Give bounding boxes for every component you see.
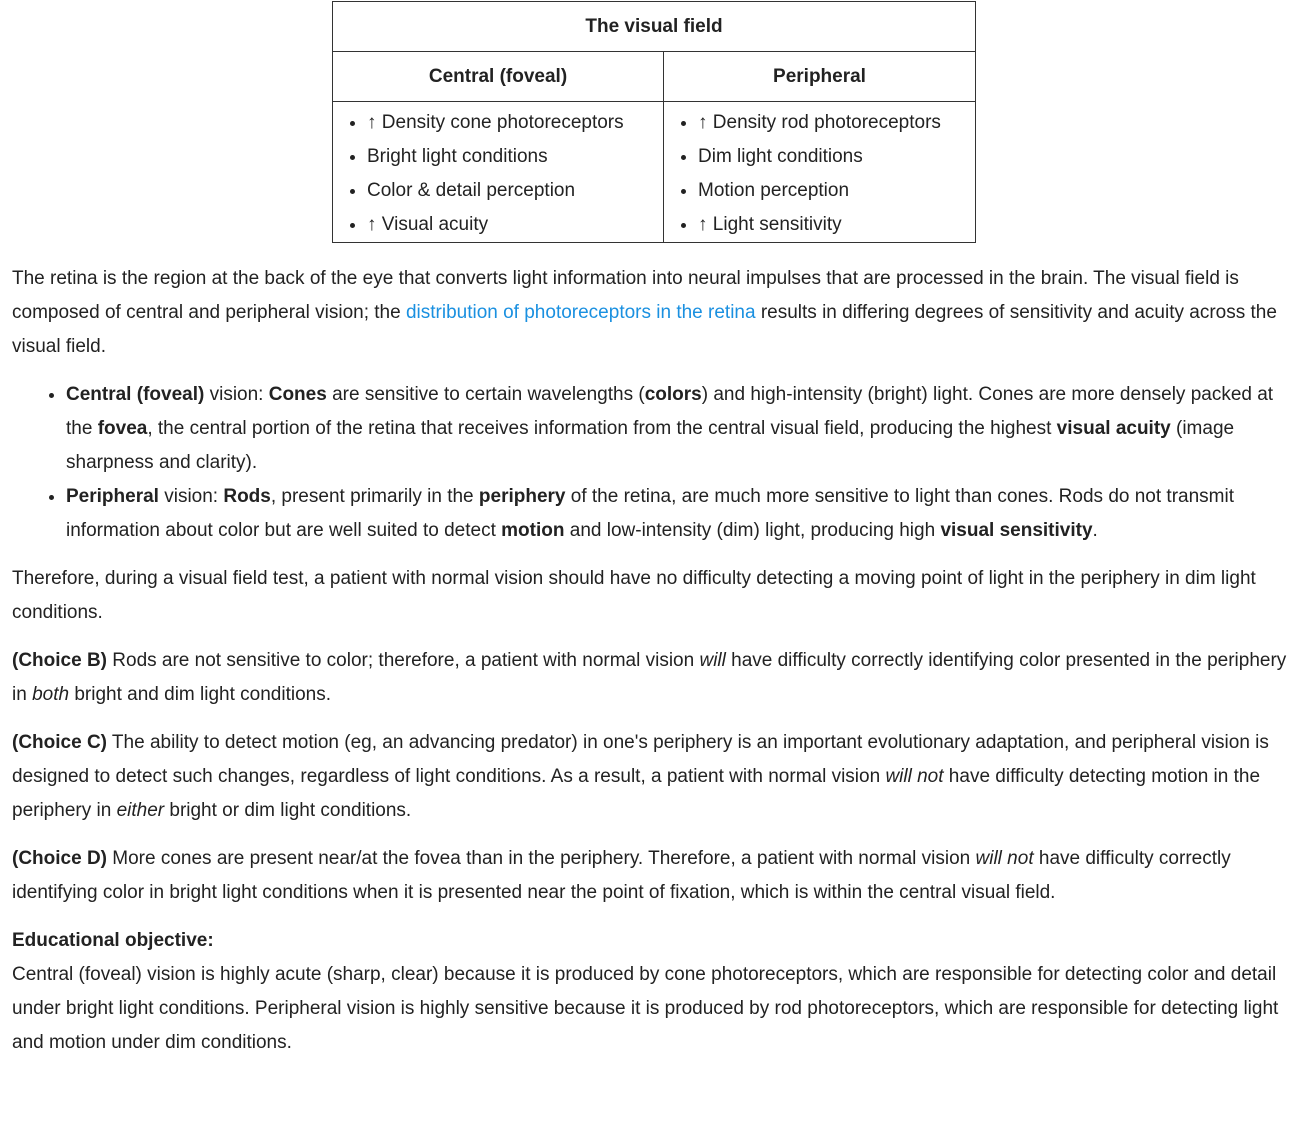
peripheral-cell — [664, 102, 976, 243]
explanation-body — [12, 262, 1288, 1074]
objective-text: Central (foveal) vision is highly acute (sharp, clear) because it is produced by cone photoreceptors, which are responsible for detecting color and detail under bright light conditions. Peripheral vision is highly sensitive because it is produced by rod photoreceptors, which are responsible for detecting light and motion under dim conditions. — [12, 964, 1279, 1053]
peripheral-vision-item: • Peripheral vision: Rods, present primarily in the periphery of the retina, are much more sensitive to light than cones. Rods do not transmit information about color but are well suited to detect motion and low-intensity (dim) light, producing high visual sensitivity. — [66, 480, 1288, 548]
choice-b-label: (Choice B) — [12, 650, 107, 671]
vision-bullets — [12, 378, 1288, 548]
peripheral-list — [664, 106, 975, 242]
intro-paragraph — [12, 262, 1288, 364]
intro-text: The retina is the region at the back of the eye that converts light information into neural impulses that are processed in the brain. The visual field is composed of central and peripheral vision; the — [12, 268, 1239, 323]
choice-c-paragraph: (Choice C) The ability to detect motion (eg, an advancing predator) in one's periphery is an important evolutionary adaptation, and peripheral vision is designed to detect such changes, regardless of light conditions. As a result, a patient with normal vision will not have difficulty detecting motion in the periphery in either bright or dim light conditions. — [12, 732, 1269, 821]
choice-b-paragraph: (Choice B) Rods are not sensitive to color; therefore, a patient with normal vision will have difficulty correctly identifying color presented in the periphery in both bright and dim light conditions. — [12, 650, 1287, 705]
intro-text-end: results in differing degrees of sensitivity and acuity across the visual field. — [12, 302, 1277, 357]
list-item: • Motion perception — [698, 174, 975, 208]
column-header-central: Central (foveal) — [333, 52, 664, 102]
list-item: • Bright light conditions — [367, 140, 663, 174]
central-cell — [333, 102, 664, 243]
photoreceptor-distribution-link[interactable]: distribution of photoreceptors in the retina — [405, 302, 756, 323]
therefore-paragraph: Therefore, during a visual field test, a patient with normal vision should have no difficulty detecting a moving point of light in the periphery in dim light conditions. — [12, 568, 1256, 623]
list-item: • ↑ Density cone photoreceptors — [367, 106, 663, 140]
column-header-peripheral: Peripheral — [664, 52, 976, 102]
central-vision-item: • Central (foveal) vision: Cones are sensitive to certain wavelengths (colors) and high-intensity (bright) light. Cones are more densely packed at the fovea, the central portion of the retina that receives information from the central visual field, producing the highest visual acuity (image sharpness and clarity). — [66, 378, 1288, 480]
list-item: • Dim light conditions — [698, 140, 975, 174]
choice-d-paragraph: (Choice D) More cones are present near/at the fovea than in the periphery. Therefore, a patient with normal vision will not have difficulty correctly identifying color in bright light conditions when it is presented near the point of fixation, which is within the central visual field. — [12, 848, 1231, 903]
choice-d-label: (Choice D) — [12, 848, 107, 869]
visual-field-table — [332, 1, 976, 243]
central-list — [333, 106, 663, 242]
list-item: • ↑ Density rod photoreceptors — [698, 106, 975, 140]
list-item: • ↑ Light sensitivity — [698, 208, 975, 242]
list-item: • Color & detail perception — [367, 174, 663, 208]
choice-c-label: (Choice C) — [12, 732, 107, 753]
objective-title: Educational objective: — [12, 930, 214, 951]
list-item: • ↑ Visual acuity — [367, 208, 663, 242]
table-title: The visual field — [333, 2, 976, 52]
